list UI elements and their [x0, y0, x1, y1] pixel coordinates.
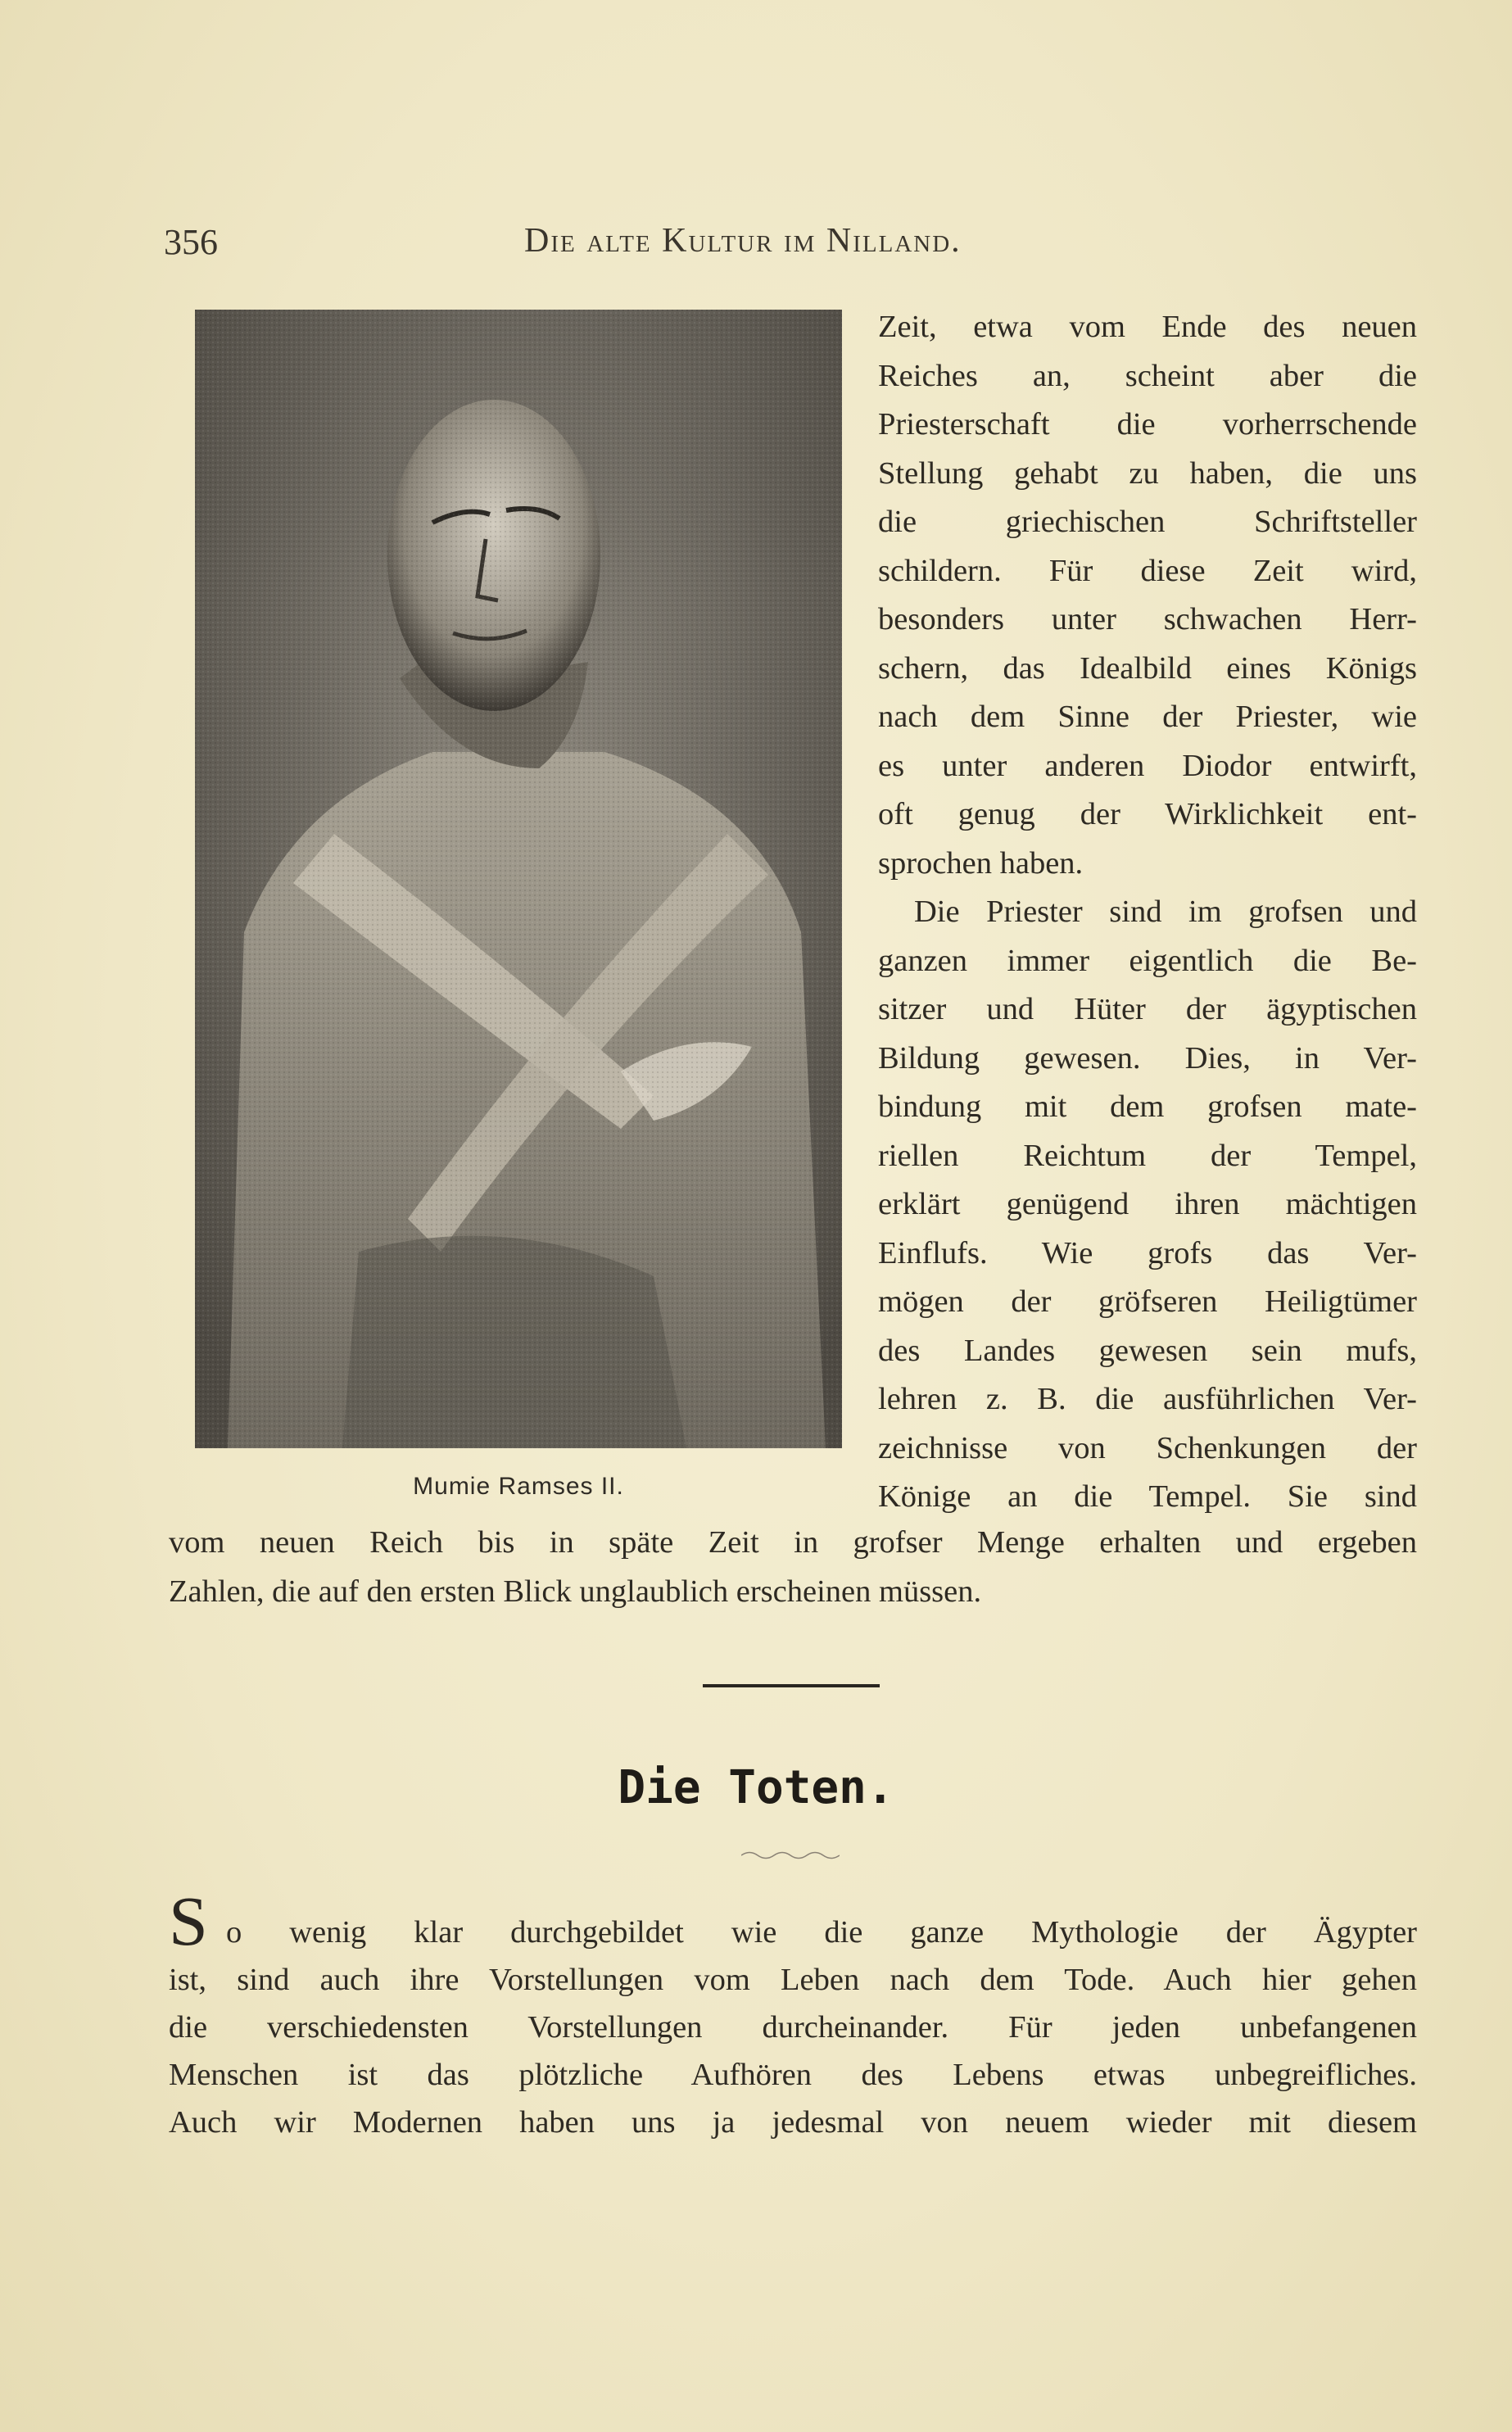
figure-caption: Mumie Ramses II. — [413, 1473, 624, 1500]
text-line: oft genug der Wirklichkeit ent- — [878, 797, 1417, 831]
text-line: o wenig klar durchgebildet wie die ganze Mythologie der Ägypter — [226, 1915, 1417, 1950]
text-line: Priesterschaft die vorherrschende — [878, 407, 1417, 442]
text-line: riellen Reichtum der Tempel, — [878, 1138, 1417, 1173]
heading-ornament — [741, 1850, 840, 1861]
text-line: zeichnisse von Schenkungen der — [878, 1430, 1417, 1465]
text-line: besonders unter schwachen Herr- — [878, 602, 1417, 636]
text-line: des Landes gewesen sein mufs, — [878, 1333, 1417, 1368]
text-line: Zeit, etwa vom Ende des neuen — [878, 310, 1417, 344]
running-title: Die alte Kultur im Nilland. — [524, 222, 962, 260]
text-line: Könige an die Tempel. Sie sind — [878, 1479, 1417, 1514]
text-line: sitzer und Hüter der ägyptischen — [878, 992, 1417, 1026]
text-line: es unter anderen Diodor entwirft, — [878, 748, 1417, 783]
column-paragraphs — [878, 303, 1417, 1522]
text-line: Einflufs. Wie grofs das Ver- — [878, 1235, 1417, 1270]
text-line: schildern. Für diese Zeit wird, — [878, 553, 1417, 588]
section-divider-rule — [703, 1684, 880, 1687]
text-line: erklärt genügend ihren mächtigen — [878, 1187, 1417, 1221]
text-line: Stellung gehabt zu haben, die uns — [878, 455, 1417, 491]
text-line: mögen der gröfseren Heiligtümer — [878, 1284, 1417, 1319]
text-line: Menschen ist das plötzliche Aufhören des Lebens etwas unbegreifliches. — [169, 2058, 1417, 2092]
section-heading: Die Toten. — [618, 1761, 894, 1814]
text-line: Die Priester sind im grofsen und — [914, 894, 1417, 929]
text-line: die griechischen Schriftsteller — [878, 505, 1417, 539]
page-number: 356 — [164, 222, 218, 262]
text-line: Zahlen, die auf den ersten Blick unglaublich erscheinen müssen. — [169, 1574, 982, 1609]
text-line: ganzen immer eigentlich die Be- — [878, 943, 1417, 978]
full-width-paragraph — [169, 1519, 1417, 1616]
figure — [195, 310, 842, 1500]
text-line: die verschiedensten Vorstellungen durcheinander. Für jeden unbefangenen — [169, 2010, 1417, 2045]
section-paragraph — [169, 1882, 1417, 2146]
text-line: ist, sind auch ihre Vorstellungen vom Leben nach dem Tode. Auch hier gehen — [169, 1963, 1417, 1997]
text-line: Auch wir Modernen haben uns ja jedesmal von neuem wieder mit diesem — [169, 2105, 1417, 2140]
running-head — [164, 221, 1417, 270]
drop-cap: S — [169, 1882, 208, 1960]
text-line: vom neuen Reich bis in späte Zeit in grofser Menge erhalten und ergeben — [169, 1525, 1417, 1560]
text-line: bindung mit dem grofsen mate- — [878, 1089, 1417, 1124]
text-line: sprochen haben. — [878, 845, 1084, 881]
text-line: Reiches an, scheint aber die — [878, 358, 1417, 393]
text-line: schern, das Idealbild eines Königs — [878, 650, 1417, 686]
text-line: nach dem Sinne der Priester, wie — [878, 700, 1417, 734]
text-line: lehren z. B. die ausführlichen Ver- — [878, 1382, 1417, 1416]
mummy-photograph — [195, 310, 842, 1448]
text-line: Bildung gewesen. Dies, in Ver- — [878, 1040, 1417, 1076]
